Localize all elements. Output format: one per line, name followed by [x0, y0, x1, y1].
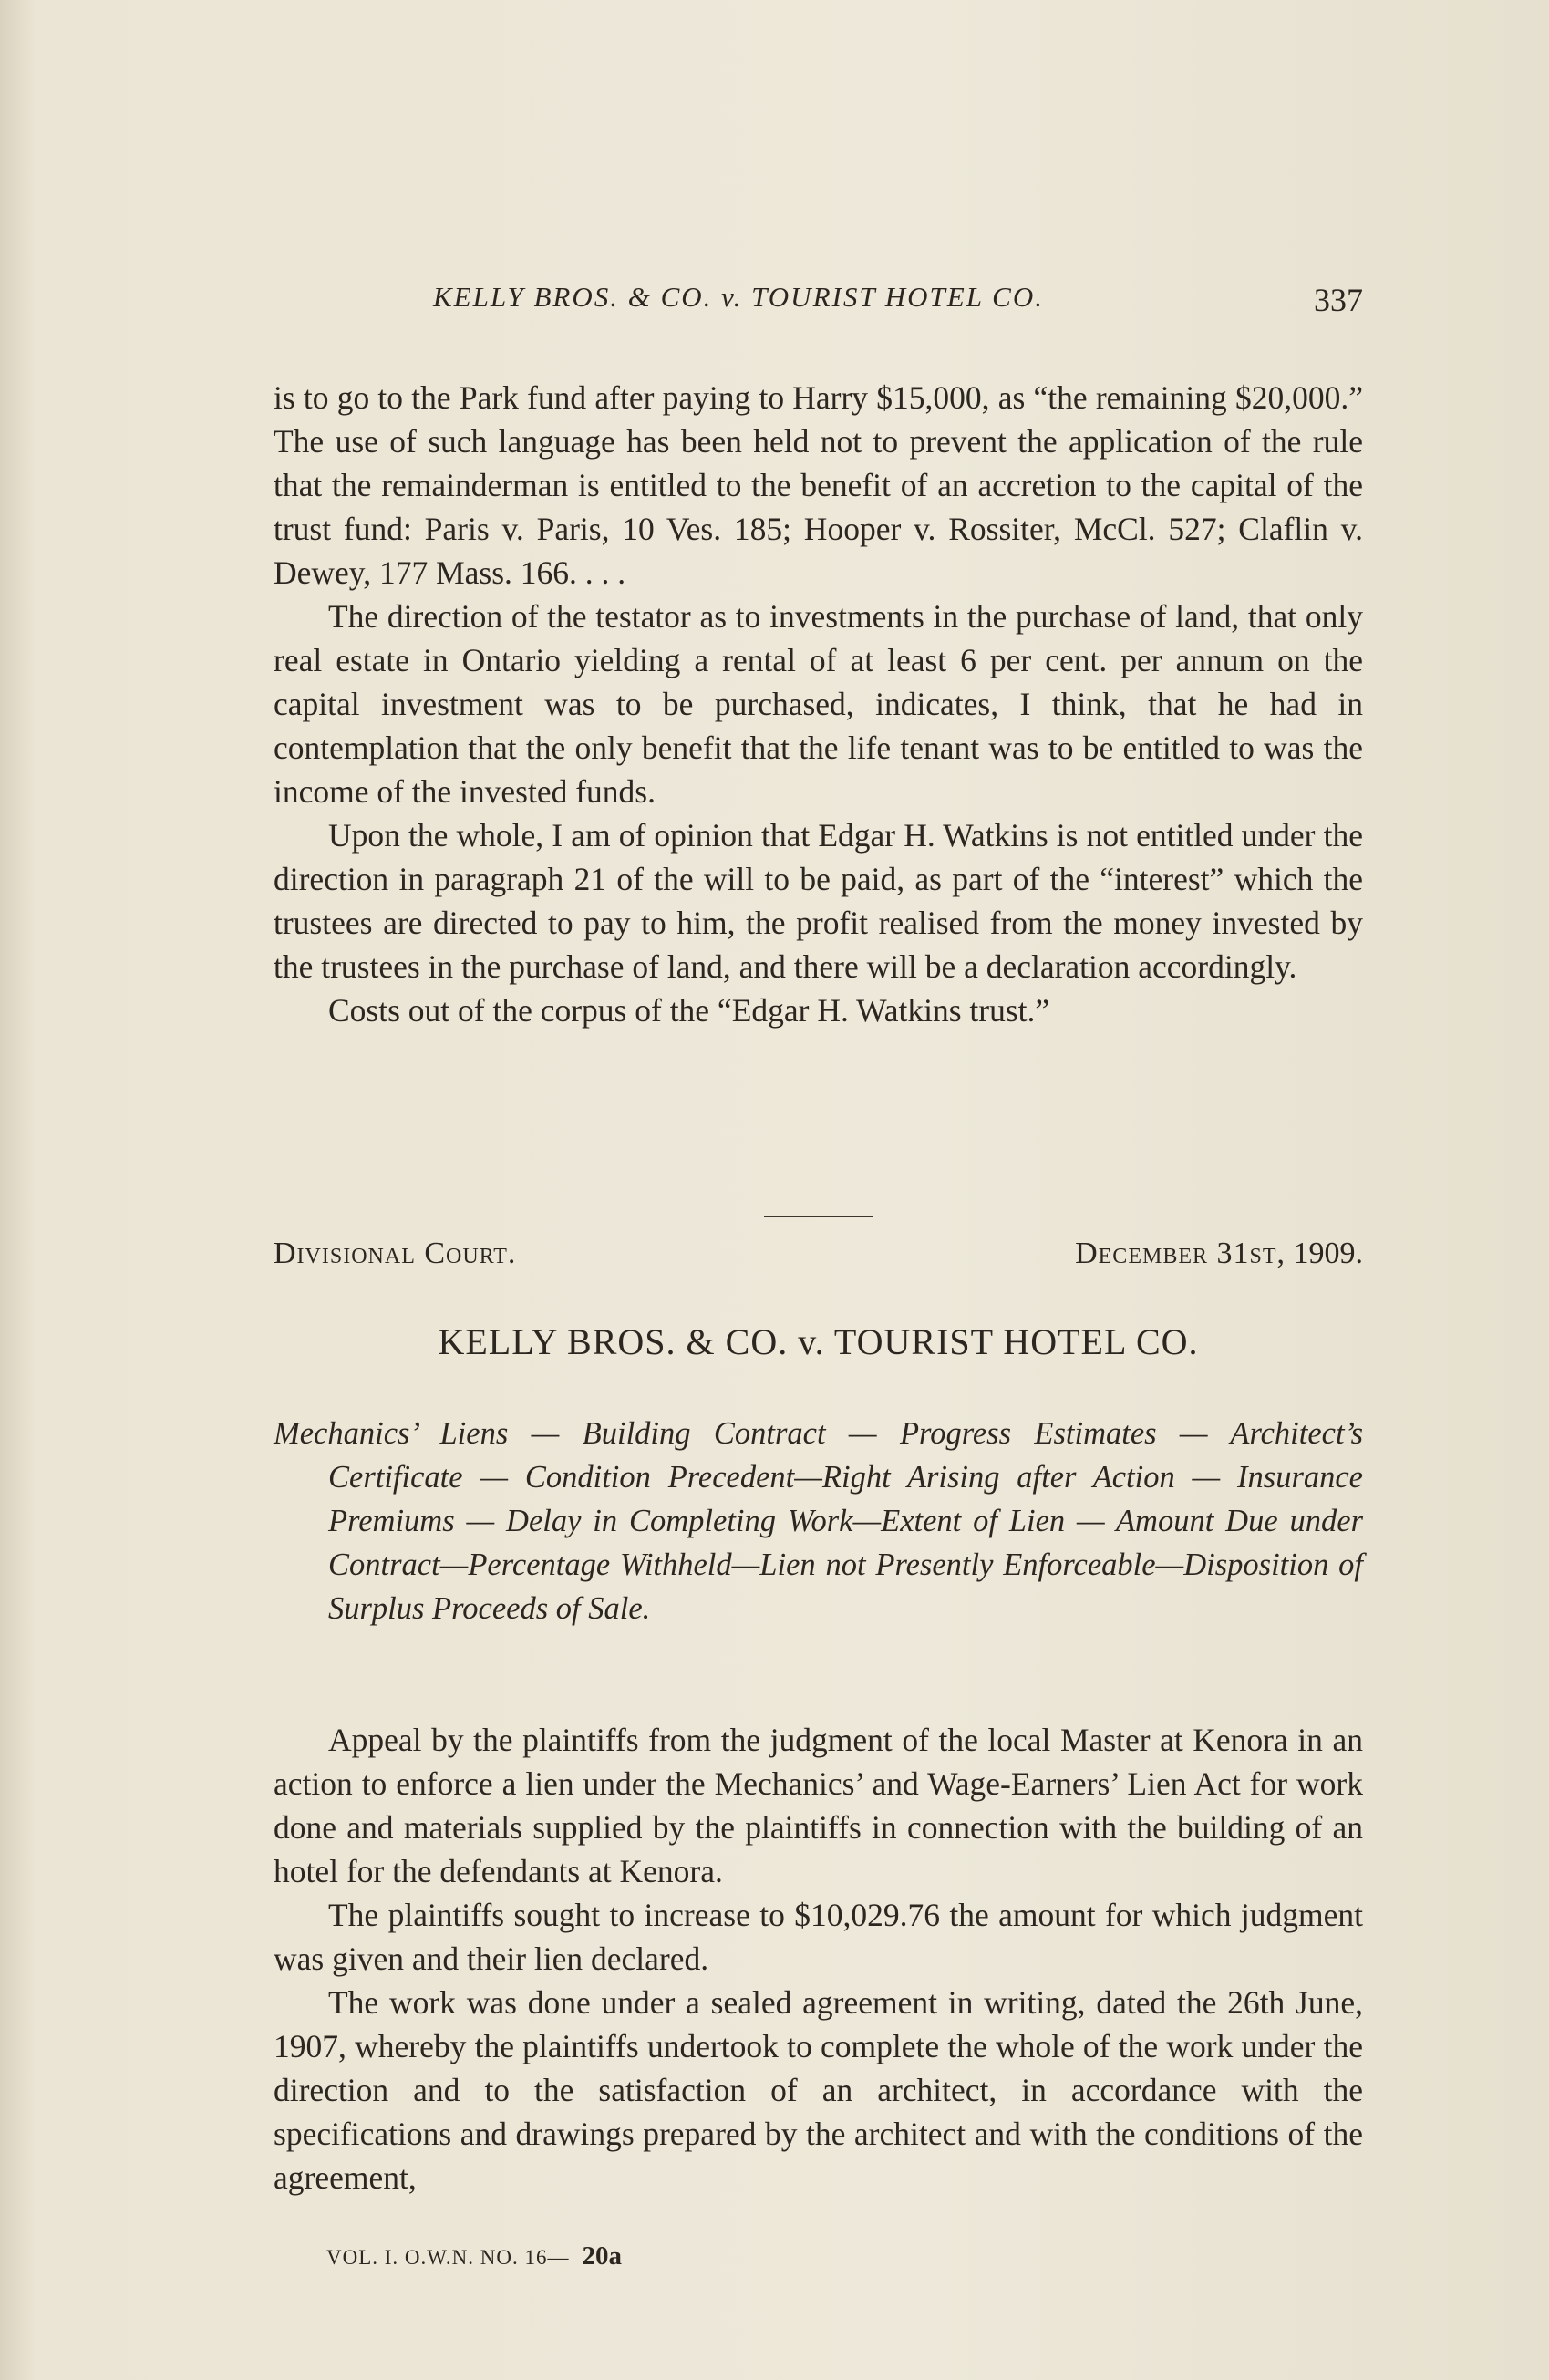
case-title: KELLY BROS. & CO. v. TOURIST HOTEL CO.	[438, 1321, 1199, 1362]
running-title: KELLY BROS. & CO. v. TOURIST HOTEL CO.	[433, 281, 1044, 313]
decision-date-year: 1909.	[1293, 1237, 1363, 1270]
decision-date-day: December 31st,	[1075, 1237, 1286, 1270]
headnote	[274, 1412, 1363, 1630]
page-number: 337	[1314, 282, 1363, 318]
court-name: Divisional Court.	[274, 1237, 517, 1270]
running-head	[274, 281, 1363, 326]
court-line	[274, 1237, 1363, 1282]
volume-note: VOL. I. O.W.N. NO. 16—	[326, 2246, 570, 2269]
paragraph: The work was done under a sealed agreement in writing, dated the 26th June, 1907, whereby the plaintiffs undertook to complete the whole of the work under the direction and to the satisfaction of an architect, in accordance with the specifications and drawings prepared by the architect and with the conditions of the agreement,	[274, 1984, 1363, 2196]
paragraph: Upon the whole, I am of opinion that Edgar H. Watkins is not entitled under the direction in paragraph 21 of the will to be paid, as part of the “interest” which the trustees are directed to pay to him, the profit realised from the money invested by the trustees in the purchase of land, and there will be a declaration accordingly.	[274, 817, 1363, 985]
section-divider	[764, 1216, 873, 1217]
signature-mark: 20a	[582, 2241, 622, 2271]
paragraph: The direction of the testator as to investments in the purchase of land, that only real estate in Ontario yielding a rental of at least 6 per cent. per annum on the capital investment was to be purchased, indicates, I think, that he had in contemplation that the only benefit that the life tenant was to be entitled to was the income of the invested funds.	[274, 598, 1363, 810]
decision-date	[1075, 1237, 1363, 1271]
headnote-text: Mechanics’ Liens — Building Contract — Progress Estimates — Architect’s Certificate — Condition Precedent—Right Arising after Action — Insurance Premiums — Delay in Completing Work—Extent of Lien — Amount Due under Contract—Percentage Withheld—Lien not Presently Enforceable—Disposition of Surplus Proceeds of Sale.	[274, 1416, 1363, 1626]
paragraph: The plaintiffs sought to increase to $10,029.76 the amount for which judgment was given and their lien declared.	[274, 1897, 1363, 1977]
paragraph: Costs out of the corpus of the “Edgar H. Watkins trust.”	[328, 992, 1050, 1029]
body-text-bottom	[274, 1718, 1363, 2199]
paragraph: is to go to the Park fund after paying to Harry $15,000, as “the remaining $20,000.” The use of such language has been held not to prevent the application of the rule that the remainderman is entitled to the benefit of an accretion to the capital of the trust fund: Paris v. Paris, 10 Ves. 185; Hooper v. Rossiter, McCl. 527; Claflin v. Dewey, 177 Mass. 166. . . .	[274, 379, 1363, 591]
footer	[326, 2241, 622, 2271]
body-text-top	[274, 376, 1363, 1032]
paragraph: Appeal by the plaintiffs from the judgment of the local Master at Kenora in an action to enforce a lien under the Mechanics’ and Wage-Earners’ Lien Act for work done and materials supplied by the plaintiffs in connection with the building of an hotel for the defendants at Kenora.	[274, 1722, 1363, 1889]
